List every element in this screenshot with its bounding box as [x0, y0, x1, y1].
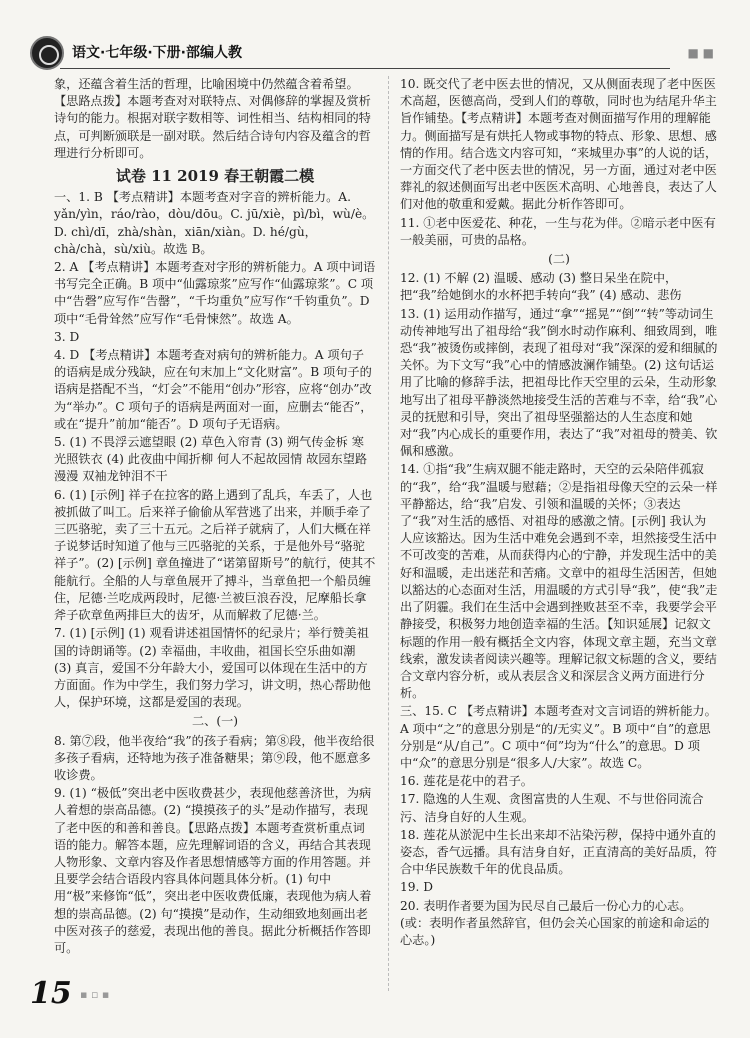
answer-paragraph: 12. (1) 不解 (2) 温暖、感动 (3) 整日呆坐在院中，把“我”给她倒水的水杯把手转向“我” (4) 感动、悲伤	[400, 271, 682, 303]
answer-paragraph: 11. ①老中医爱花、种花，一生与花为伴。②暗示老中医有一般美丽，可贵的品格。	[400, 215, 716, 247]
answer-paragraph: 9. (1) “极低”突出老中医收费甚少，表现他慈善济世，为病人着想的崇高品德。(2) “摸摸孩子的头”是动作描写，表现了老中医的和善和善良。【思路点拨】本题考查赏析重点词语的能力。解答本题，应先理解词语的含义，再结合其表现人物形象、文章内容及作者思想情感等方面的作用答题。并且要学会结合语段内容具体问题具体分析。(1) 句中用“极”来修饰“低”，突出老中医收费低廉，表现他为病人着想的崇高品德。(2) 句“摸摸”是动作，生动细致地刻画出老中医对孩子的慈爱，表现出他的善良。据此分析概括作答即可。	[54, 786, 372, 955]
answer-paragraph: 18. 莲花从淤泥中生长出来却不沾染污秽，保持中通外直的姿态，香气远播。具有洁身自好，正直清高的美好品质，符合中华民族数千年的优良品质。	[400, 827, 717, 877]
header-decor: ■ ■	[687, 46, 714, 60]
brand-logo-icon	[30, 36, 64, 70]
answer-paragraph: 4. D 【考点精讲】本题考查对病句的辨析能力。A 项句子的语病是成分残缺，应在句末加上“文化财富”。B 项句子的语病是搭配不当，“灯会”不能用“创办”形容，应将“创办”改为“举办”。C 项句子的语病是两面对一面，应删去“能否”，或在“提升”前加“能否”。D 项句子无语病。	[54, 348, 373, 431]
answer-paragraph: 8. 第⑦段，他半夜给“我”的孩子看病；第⑧段，他半夜给很多孩子看病，还特地为孩子准备糖果；第⑨段，他不愿意多收诊费。	[54, 733, 375, 782]
column-divider	[388, 76, 389, 991]
section-heading: 二、(一)	[191, 714, 239, 729]
answer-paragraph: 16. 莲花是花中的君子。	[400, 774, 533, 789]
answer-paragraph: 3. D	[54, 329, 80, 344]
page-number: 15	[30, 976, 72, 1011]
answer-paragraph: 2. A 【考点精讲】本题考查对字形的辨析能力。A 项中词语书写完全正确。B 项中“仙露琼浆”应写作“仙露琼浆”。C 项中“告磬”应写作“告罄”，“千均重负”应写作“千钧重负”。D 项中“毛骨耸然”应写作“毛骨悚然”。故选 A。	[54, 260, 376, 326]
right-column	[400, 76, 718, 950]
answer-paragraph: 13. (1) 运用动作描写，通过“拿”“摇晃”“倒”“转”等动词生动传神地写出了祖母给“我”倒水时动作麻利、细致周到，唯恐“我”被烫伤或摔倒，表现了祖母对“我”深深的爱和细腻的关怀。为下文写“我”心中的情感波澜作铺垫。(2) 这句话运用了比喻的修辞手法，把祖母比作天空里的云朵，生动形象地写出了祖母平静淡然地接受生活的苦难与不幸，给“我”心灵的抚慰和引导，突出了祖母坚强豁达的人生态度和她对“我”内心成长的重要作用，表达了“我”对祖母的赞美、钦佩和感激。	[400, 306, 718, 459]
answer-paragraph: 一、1. B 【考点精讲】本题考查对字音的辨析能力。A. yǎn/yìn，ráo/rào，dòu/dōu。C. jū/xiè，pì/bì，wù/è。D. chì/dī，zhà/shàn，xiān/xiàn。D. hé/gù，chà/chà，sù/xiù。故选 B。	[54, 190, 375, 256]
subject-label: 语文·七年级·下册·部编人教	[72, 45, 242, 61]
answer-paragraph: 三、15. C 【考点精讲】本题考查对文言词语的辨析能力。A 项中“之”的意思分别是“的/无实义”。B 项中“自”的意思分别是“从/自己”。C 项中“何”均为“什么”的意思。D 项中“众”的意思分别是“很多人/大家”。故选 C。	[400, 704, 717, 770]
header-rule	[60, 68, 670, 69]
answer-paragraph: 17. 隐逸的人生观、贪图富贵的人生观、不与世俗同流合污、洁身自好的人生观。	[400, 792, 704, 824]
answer-paragraph: 10. 既交代了老中医去世的情况，又从侧面表现了老中医医术高超，医德高尚，受到人们的尊敬，同时也为结尾升华主旨作铺垫。【考点精讲】本题考查对侧面描写作用的理解能力。侧面描写是有烘托人物或事物的特点、形象、思想、感情的作用。结合选文内容可知，“来城里办事”的人说的话，一方面交代了老中医去世的情况，另一方面，通过对老中医葬礼的叙述侧面写出老中医医术高明、心地善良，表达了人们对他的敬重和爱戴。据此分析作答即可。	[400, 77, 718, 212]
answer-paragraph: 14. ①指“我”生病双腿不能走路时，天空的云朵陪伴孤寂的“我”，给“我”温暖与慰藉；②是指祖母像天空的云朵一样平静豁达，给“我”启发、引领和温暖的关怀；③表达了“我”对生活的感悟、对祖母的感激之情。[示例] 我认为人应该豁达。因为生活中难免会遇到不幸，坦然接受生活中不可改变的苦难，从而获得内心的宁静，并发现生活中的美好和温暖，走出迷茫和苦痛。文章中的祖母生活困苦，但她以豁达的心态面对生活，用温暖的方式引导“我”，使“我”走出了阴霾。我们在生活中会遇到挫败甚至不幸，我要学会平静接受，积极努力地创造幸福的生活。【知识延展】记叙文标题的作用一般有概括全文内容，体现文章主题，充当文章线索，激发读者阅读兴趣等。理解记叙文标题的含义，要结合文章内容分析，或从表层含义和深层含义两方面进行分析。	[400, 462, 718, 701]
answer-paragraph: 5. (1) 不畏浮云遮望眼 (2) 草色入帘青 (3) 朔气传金柝 寒光照铁衣 (4) 此夜曲中闻折柳 何人不起故园情 故园东望路漫漫 双袖龙钟泪不干	[54, 435, 368, 484]
answer-paragraph: 7. (1) [示例] (1) 观看讲述祖国情怀的纪录片；举行赞美祖国的诗朗诵等。(2) 幸福曲，丰收曲，祖国长空乐曲如潮 (3) 真言，爱国不分年龄大小，爱国可以体现在生活中的方方面面。作为中学生，我们努力学习，讲文明，热心帮助他人，保护环境，这都是爱国的表现。	[54, 626, 371, 710]
answer-paragraph: 19. D	[400, 880, 434, 895]
footer-decor: ▪ ▫ ▪	[80, 988, 110, 1001]
answer-paragraph: 6. (1) [示例] 祥子在拉客的路上遇到了乱兵，车丢了，人也被抓做了叫工。后来祥子偷偷从军营逃了出来，并顺手牵了三匹骆驼，卖了三十五元。之后祥子就病了，人们大概在祥子说梦话时知道了他与三匹骆驼的关系，于是他外号“骆驼祥子”。(2) [示例] 章鱼撞进了“诺第留斯号”的航行，使其不能航行。全船的人与章鱼展开了搏斗，当章鱼把一个船员缠住，尼德·兰吃成两段时，尼德·兰被巨浪吞没，尼摩船长拿斧子砍章鱼两排巨大的齿牙，从而解救了尼德·兰。	[54, 487, 376, 623]
answer-paragraph: 20. 表明作者要为国为民尽自己最后一份心力的心志。(或：表明作者虽然辞官，但仍会关心国家的前途和命运的心志。)	[400, 898, 710, 947]
answer-paragraph: 象，还蕴含着生活的哲理，比喻困境中仍然蕴含着希望。【思路点拨】本题考查对对联特点、对偶修辞的掌握及赏析诗句的能力。根据对联字数相等、词性相当、结构相同的特点，可判断颁联是一副对联。然后结合诗句内容及蕴含的哲理进行分析即可。	[54, 77, 371, 160]
left-column	[54, 76, 376, 958]
section-heading: (二)	[548, 252, 570, 267]
exam-title: 试卷 11 2019 春王朝霞二模	[115, 167, 315, 186]
page-header	[30, 36, 300, 70]
